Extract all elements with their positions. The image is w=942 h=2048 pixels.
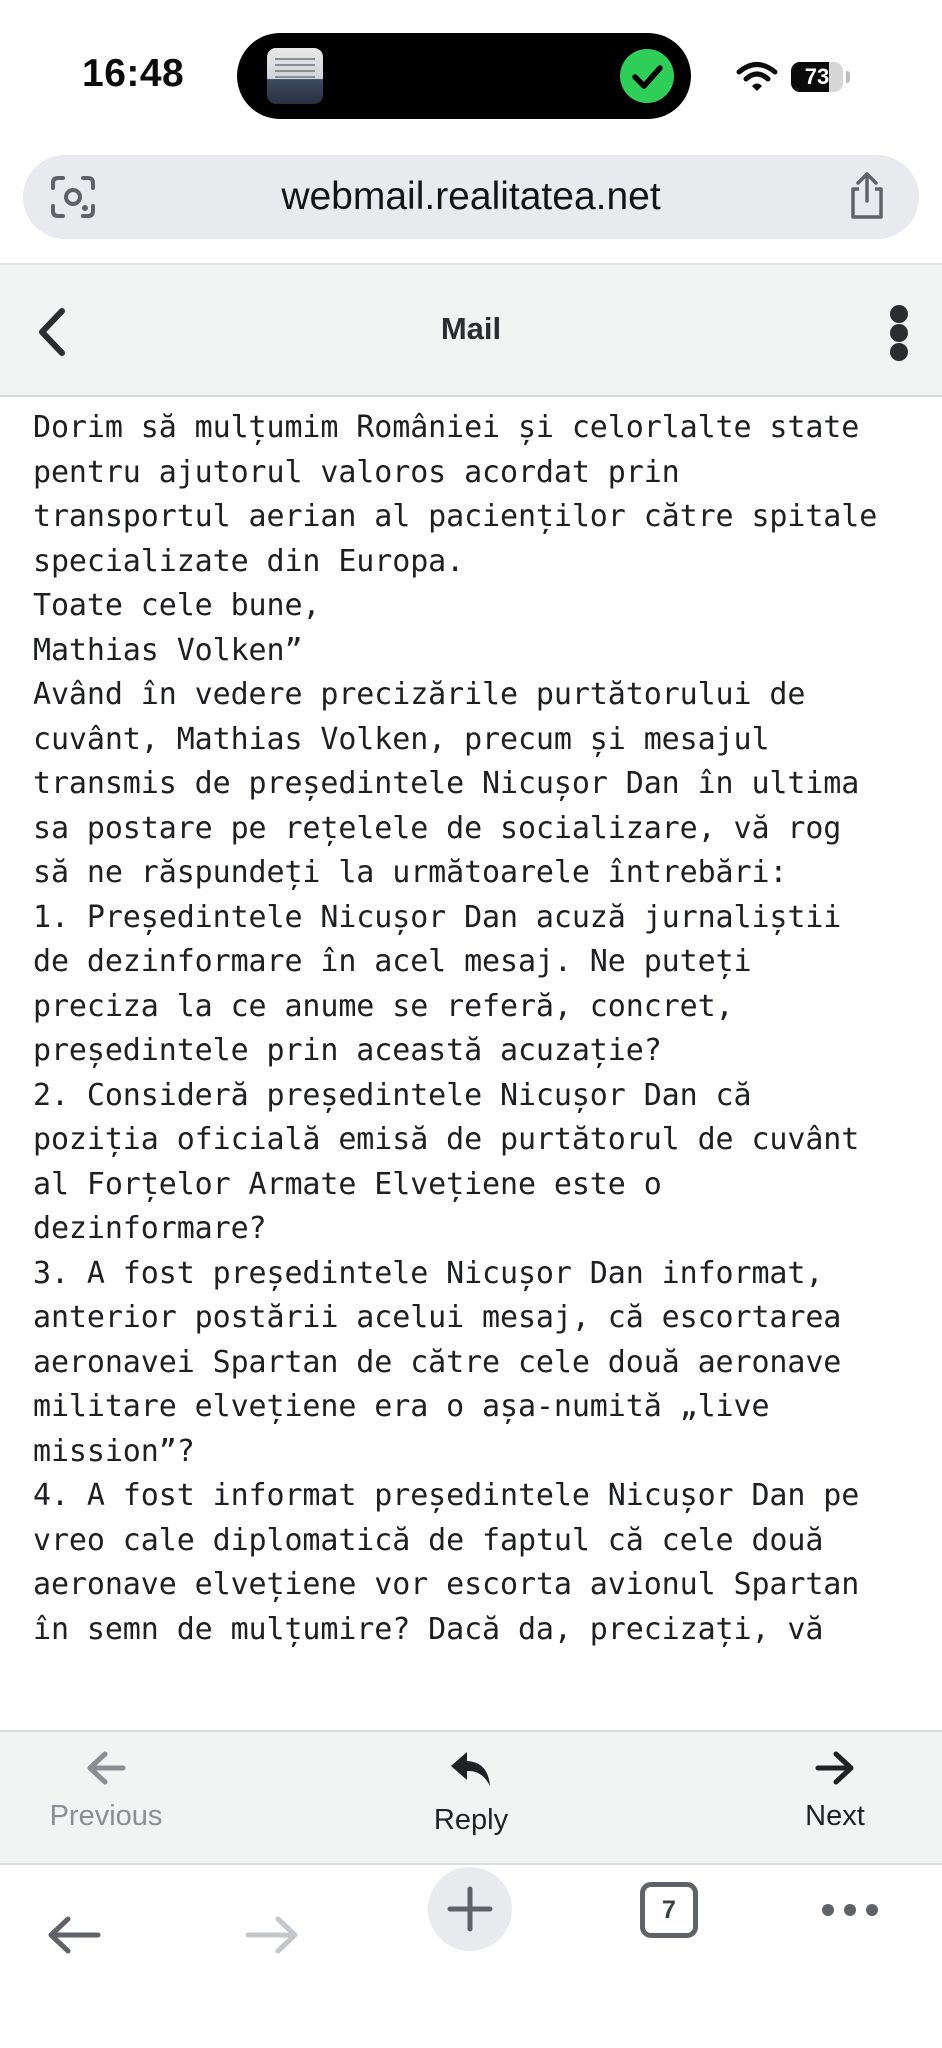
body-line: 3. A fost președintele Nicușor Dan informat, <box>33 1255 824 1291</box>
next-button[interactable] <box>735 1750 935 1833</box>
tab-switcher-button[interactable] <box>640 1882 698 1938</box>
tab-count: 7 <box>662 1896 676 1924</box>
share-icon[interactable] <box>845 171 889 221</box>
body-line: specializate din Europa. <box>33 543 465 579</box>
reply-label: Reply <box>433 1804 509 1836</box>
body-line: Dorim să mulțumim României și celorlalte state <box>33 410 860 445</box>
body-line: preciza la ce anume se referă, concret, <box>33 988 734 1024</box>
reply-icon <box>449 1750 493 1790</box>
body-line: Toate cele bune, <box>33 588 321 623</box>
battery-nub <box>846 71 850 83</box>
body-line: în semn de mulțumire? Dacă da, precizați, vă <box>33 1611 824 1647</box>
browser-back-icon[interactable] <box>46 1914 102 1956</box>
browser-forward-icon <box>244 1914 300 1956</box>
more-horizontal-icon[interactable] <box>822 1904 878 1916</box>
body-line: 2. Consideră președintele Nicușor Dan că <box>33 1077 752 1113</box>
arrow-right-icon <box>814 1750 856 1786</box>
body-line: președintele prin această acuzație? <box>33 1033 662 1068</box>
body-line: dezinformare? <box>33 1211 267 1246</box>
body-line: să ne răspundeți la următoarele întrebări: <box>33 855 788 890</box>
body-line: poziția oficială emisă de purtătorul de cuvânt <box>33 1122 860 1157</box>
body-line: cuvânt, Mathias Volken, precum și mesajul <box>33 721 770 757</box>
arrow-left-icon <box>85 1750 127 1786</box>
body-line: transportul aerian al pacienților către spitale <box>33 499 878 534</box>
plus-icon <box>447 1886 493 1932</box>
next-label: Next <box>805 1800 865 1832</box>
battery-percent: 73 <box>804 64 830 89</box>
dynamic-island[interactable] <box>237 33 691 119</box>
mail-header <box>0 263 942 397</box>
body-line: pentru ajutorul valoros acordat prin <box>33 454 680 490</box>
body-line: transmis de președintele Nicușor Dan în ultima <box>33 766 860 801</box>
body-line: militare elvețiene era o așa-numită „live <box>33 1389 770 1424</box>
status-icons <box>736 55 896 99</box>
browser-toolbar <box>0 1866 942 2048</box>
previous-label: Previous <box>49 1800 163 1832</box>
previous-button[interactable] <box>6 1750 206 1833</box>
body-line: al Forțelor Armate Elvețiene este o <box>33 1166 662 1202</box>
url-text[interactable]: webmail.realitatea.net <box>281 175 661 218</box>
body-line: aeronave elvețiene vor escorta avionul Spartan <box>33 1567 860 1602</box>
wifi-icon <box>736 61 778 93</box>
address-bar[interactable] <box>23 155 919 239</box>
body-line: 1. Președintele Nicușor Dan acuză jurnaliștii <box>33 899 842 935</box>
body-line: sa postare pe rețelele de socializare, vă rog <box>33 810 842 846</box>
kebab-menu-icon[interactable] <box>890 305 908 361</box>
status-bar <box>0 0 942 150</box>
body-line: Având în vedere precizările purtătorului de <box>33 677 806 712</box>
body-line: vreo cale diplomatică de faptul că cele două <box>33 1522 824 1558</box>
page-title: Mail <box>440 311 502 346</box>
body-line: aeronavei Spartan de către cele două aeronave <box>33 1344 842 1380</box>
body-line: de dezinformare în acel mesaj. Ne puteți <box>33 944 752 979</box>
body-line: mission”? <box>33 1433 195 1469</box>
checkmark-icon <box>620 49 674 103</box>
mail-action-bar <box>0 1730 942 1865</box>
live-activity-thumbnail <box>267 48 323 104</box>
body-line: anterior postării acelui mesaj, că escortarea <box>33 1300 842 1335</box>
message-body <box>33 406 913 1728</box>
body-line: 4. A fost informat președintele Nicușor Dan pe <box>33 1478 860 1513</box>
battery-icon <box>791 62 843 92</box>
status-time: 16:48 <box>82 52 185 95</box>
reply-button[interactable] <box>371 1750 571 1837</box>
body-line: Mathias Volken” <box>33 632 303 668</box>
new-tab-button[interactable] <box>428 1867 512 1951</box>
